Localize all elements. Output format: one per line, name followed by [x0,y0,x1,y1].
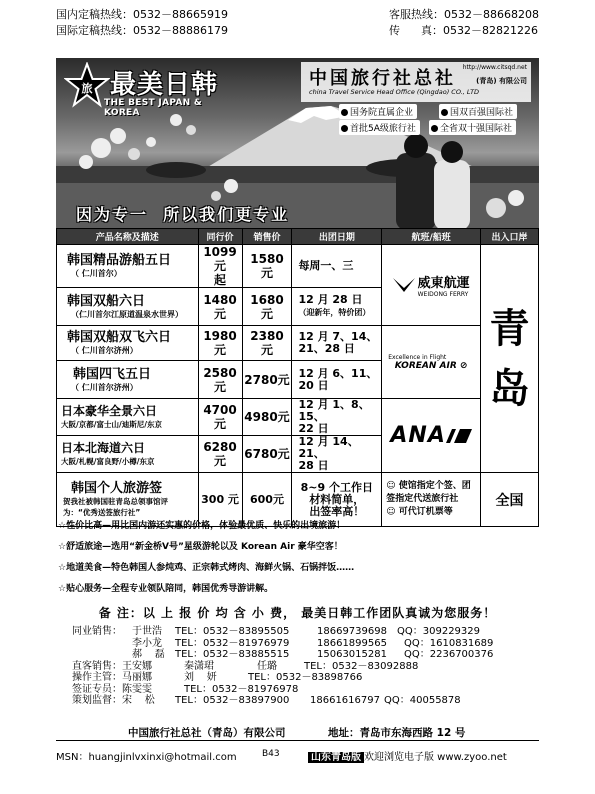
product-route: （ 仁川首尔济州） [71,346,138,355]
brand-subtitle: THE BEST JAPAN & KOREA [104,98,203,118]
contact-row: 李小龙 TEL：0532－81976979 18661899565 QQ：1610831689 [132,637,494,649]
visa-note-1: 贺我社被韩国驻青岛总领事馆评 [63,497,168,506]
product-name: 日本豪华全景六日 [61,404,158,418]
contact-row: 同业销售： 于世浩 TEL：0532－83895505 18669739698 QQ：309229329 [72,626,481,637]
peer-price: 6280 元 [198,436,242,473]
product-name: 韩国四飞五日 [73,366,152,382]
product-route: 大阪/札幌/富良野/小樽/东京 [61,457,155,466]
taeguk-icon: ⊘ [459,360,468,371]
edition-tag: 山东青岛版 [308,752,364,763]
departure-date: 每周一、三 [298,259,354,272]
contact-row: 郝 磊 TEL：0532－83885515 15063015281 QQ：2236700376 [132,649,494,660]
sale-price: 1680 元 [242,288,292,326]
peer-price: 4700 元 [198,399,242,436]
product-name: 韩国双船六日 [67,293,146,309]
company-name: 中国旅行社总社（青岛）有限公司 [128,727,286,739]
product-name: 韩国双船双飞六日 [67,330,172,345]
header-cell: 出团日期 [292,229,382,245]
departure-note: （迎新年，特价团） [298,308,371,317]
visa-peer-price: 300 元 [198,473,242,527]
visa-service-2: 签指定代送旅行社 [386,494,459,504]
peer-price: 2580 元 [198,361,242,399]
contacts [72,626,532,707]
departure-date-2: 22 日 [298,422,329,435]
list-item: ☆舒适旅途—选用“新金桥Ⅴ号”星级游轮以及 Korean Air 豪华空客！ [58,542,343,552]
cits-english: china Travel Service Head Office (Qingdao) CO., LTD [309,88,480,96]
list-item: ☆贴心服务—全程专业领队陪同，韩国优秀导游讲解。 [58,584,274,594]
header-cell: 航班/船班 [382,229,481,245]
contact-row: 操作主管： 马丽娜 刘 妍 TEL：0532－83898766 [72,672,363,683]
peer-price-suffix: 起 [214,273,227,287]
remark: 备 注：以 上 报 价 均 含 小 费， 最美日韩工作团队真诚为您服务！ [98,606,497,620]
contact-row: 直客销售： 王安娜 秦潇珺 任璐 TEL：0532－83092888 [72,660,419,672]
departure-date-2: 21、28 日 [298,342,355,355]
table-row [57,399,539,436]
hotlines-left [56,7,228,39]
ana-stripe-icon [446,429,472,443]
product-route: （仁川首尔江原道温泉水世界） [71,309,183,319]
departure-date: 12 月 1、8、15、 [298,398,370,423]
contact-row: 签证专员： 陈雯雯 TEL：0532－81976978 [72,683,299,695]
intl-number: 0532－88886179 [133,24,228,37]
visa-sale-price: 600元 [242,473,292,527]
slogan: 因为专一 所以我们更专业 [76,205,290,224]
badge-3: 首批5A级旅行社 [339,120,420,135]
departure-date: 12 月 6、11、 [298,366,378,380]
peer-price: 1480 元 [198,288,242,326]
product-table [56,228,539,527]
intl-label: 国际定稿热线： [56,24,133,37]
table-header [57,229,539,245]
visa-name: 韩国个人旅游签 [71,481,163,496]
cits-url: http://www.citsqd.net [462,64,527,71]
feature-list [58,516,538,600]
list-item: ☆性价比高—用比国内游还实惠的价格，体验最优质、快乐的出境旅游！ [58,521,346,531]
service-label: 客服热线： [389,8,444,21]
product-route: （ 仁川首尔济州） [71,382,138,392]
port-qingdao: 青岛 [481,245,539,473]
domestic-label: 国内定稿热线： [56,8,133,21]
visa-materials: 材料简单， [309,492,365,506]
bullet-icon [441,109,448,116]
brand-logo [64,62,234,118]
bullet-icon [431,125,438,132]
visa-processing: 8~9 个工作日 [300,480,373,494]
badge-2: 国双百强国际社 [439,104,517,119]
company-address: 地址：青岛市东海西路 12 号 [328,727,466,739]
service-number: 0532－88668208 [444,8,539,21]
header-cell: 销售价 [242,229,292,245]
contact-row: 策划监督： 宋 松 TEL：0532－83897900 18661616797 QQ：40055878 [72,695,461,706]
bullet-icon [341,109,348,116]
departure-date-2: 20 日 [298,378,329,392]
badge-4: 全省双十强国际社 [429,120,516,135]
visa-service-3: ☺ 可代订机票等 [386,507,453,517]
cits-logo [301,62,531,102]
fax-label: 传 真： [389,24,443,37]
departure-date-2: 28 日 [298,459,329,472]
sale-price: 2780元 [242,361,292,399]
page-number: B43 [262,749,280,759]
departure-date: 12 月 14、21、 [298,435,359,460]
star-char: 旅 [81,82,93,95]
departure-date: 12 月 28 日 [298,293,363,306]
msn-contact: MSN：huangjinlvxinxi@hotmail.com [56,752,237,763]
badge-1: 国务院直属企业 [339,104,417,119]
list-item: ☆地道美食—特色韩国人参炖鸡、正宗韩式烤肉、海鲜火锅、石锅拌饭…… [58,563,355,573]
table-row [57,245,539,288]
cits-suffix: (青岛) 有限公司 [476,77,527,85]
korean-air-logo: Excellence in Flight KOREAN AIR ⊘ [382,326,481,399]
brand-title: 最美日韩 [110,70,219,100]
site-info [308,748,507,763]
banner [56,58,539,230]
product-name: 韩国精品游船五日 [67,253,172,268]
product-name: 日本北海道六日 [61,441,146,455]
hotlines-right [389,7,539,39]
weidong-ferry-logo: 威東航運 WEIDONG FERRY [382,245,481,326]
port-nationwide: 全国 [481,473,539,527]
sale-price: 4980元 [242,399,292,436]
ferry-wing-icon [393,278,415,292]
fax-number: 0532－82821226 [442,24,538,37]
peer-price: 1980 元 [198,326,242,361]
departure-date: 12 月 7、14、 [298,330,378,343]
product-route: （ 仁川首尔） [71,269,122,278]
divider [56,740,539,741]
domestic-number: 0532－88665919 [133,8,228,21]
site-text: 欢迎浏览电子版 www.zyoo.net [364,752,507,763]
peer-price: 1099 元 [203,245,237,273]
table-row [57,326,539,361]
ana-logo: ANA [382,399,481,473]
visa-note-2: 为：“优秀送签旅行社” [63,508,141,517]
bullet-icon [341,125,348,132]
sale-price: 2380 元 [242,326,292,361]
header-cell: 产品名称及描述 [57,229,199,245]
product-route: 大阪/京都/富士山/迪斯尼/东京 [61,420,162,429]
header-cell: 出入口岸 [481,229,539,245]
sale-price: 1580 元 [242,245,292,288]
visa-rate: 出签率高！ [309,504,365,518]
visa-service-1: ☺ 使馆指定个签、团 [386,481,471,491]
cits-name: 中国旅行社总社 [309,68,456,89]
sale-price: 6780元 [242,436,292,473]
header-cell: 同行价 [198,229,242,245]
